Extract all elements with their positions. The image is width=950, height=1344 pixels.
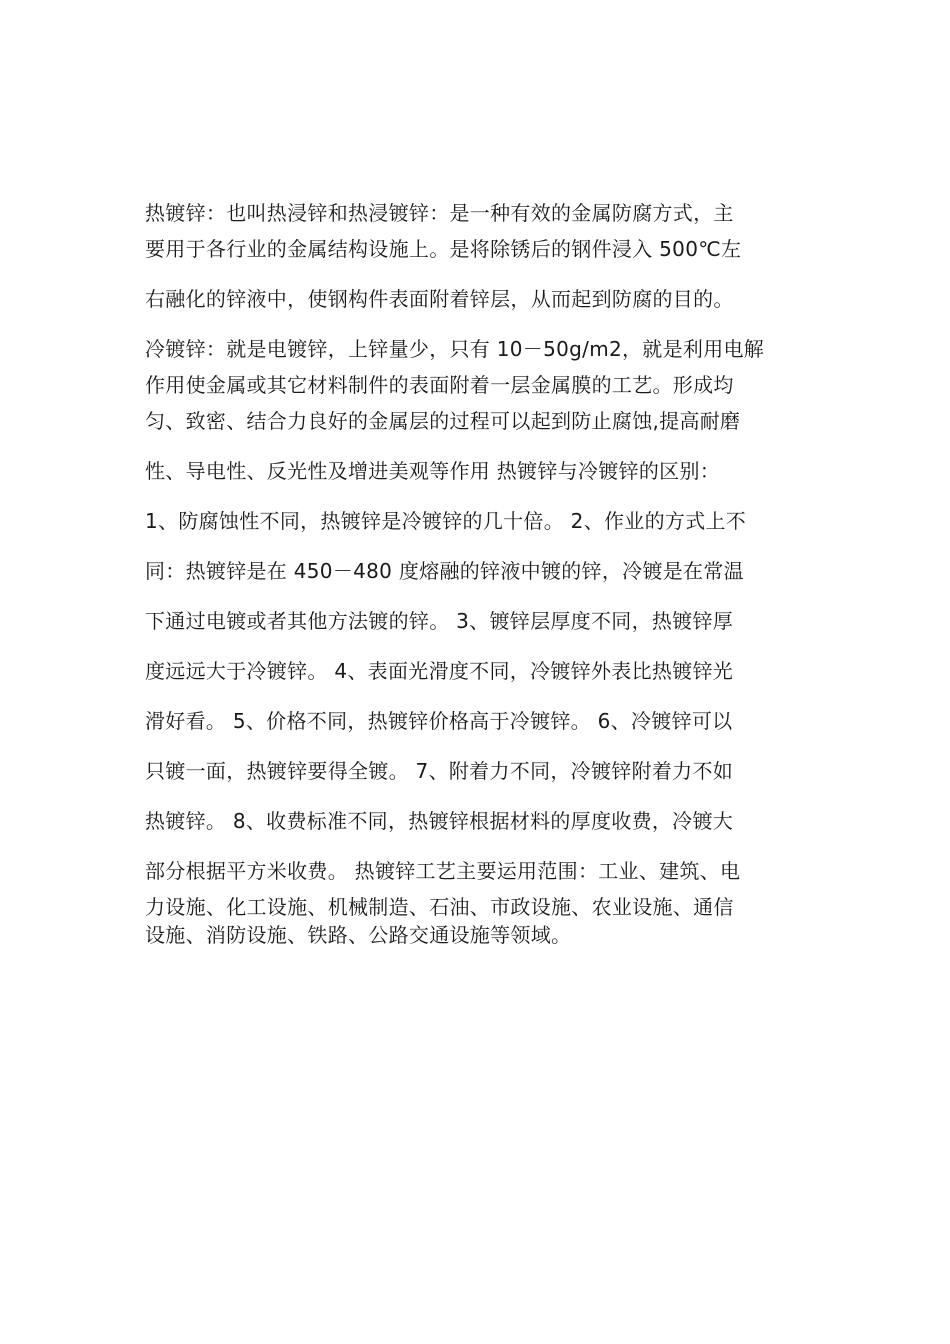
text-line: 1、防腐蚀性不同，热镀锌是冷镀锌的几十倍。 2、作业的方式上不 — [145, 509, 747, 533]
text-line: 右融化的锌液中，使钢构件表面附着锌层，从而起到防腐的目的。 — [145, 287, 734, 311]
text-line: 滑好看。 5、价格不同，热镀锌价格高于冷镀锌。 6、冷镀锌可以 — [145, 709, 733, 733]
text-line: 只镀一面，热镀锌要得全镀。 7、附着力不同，冷镀锌附着力不如 — [145, 759, 734, 783]
text-line: 作用使金属或其它材料制件的表面附着一层金属膜的工艺。形成均 — [145, 373, 734, 397]
text-line: 要用于各行业的金属结构设施上。是将除锈后的钢件浸入 500℃左 — [145, 237, 742, 261]
text-line: 度远远大于冷镀锌。 4、表面光滑度不同，冷镀锌外表比热镀锌光 — [145, 659, 734, 683]
text-line: 部分根据平方米收费。 热镀锌工艺主要运用范围：工业、建筑、电 — [145, 859, 741, 883]
text-line: 冷镀锌：就是电镀锌，上锌量少，只有 10－50g/m2，就是利用电解 — [145, 337, 765, 361]
text-line: 设施、消防设施、铁路、公路交通设施等领域。 — [145, 923, 572, 947]
text-line: 下通过电镀或者其他方法镀的锌。 3、镀锌层厚度不同，热镀锌厚 — [145, 609, 734, 633]
text-line: 力设施、化工设施、机械制造、石油、市政设施、农业设施、通信 — [145, 895, 734, 919]
text-line: 热镀锌：也叫热浸锌和热浸镀锌：是一种有效的金属防腐方式，主 — [145, 201, 734, 225]
text-line: 热镀锌。 8、收费标准不同，热镀锌根据材料的厚度收费，冷镀大 — [145, 809, 734, 833]
text-line: 性、导电性、反光性及增进美观等作用 热镀锌与冷镀锌的区别： — [145, 459, 721, 483]
text-line: 匀、致密、结合力良好的金属层的过程可以起到防止腐蚀,提高耐磨 — [145, 409, 741, 433]
text-line: 同：热镀锌是在 450－480 度熔融的锌液中镀的锌，冷镀是在常温 — [145, 559, 744, 583]
